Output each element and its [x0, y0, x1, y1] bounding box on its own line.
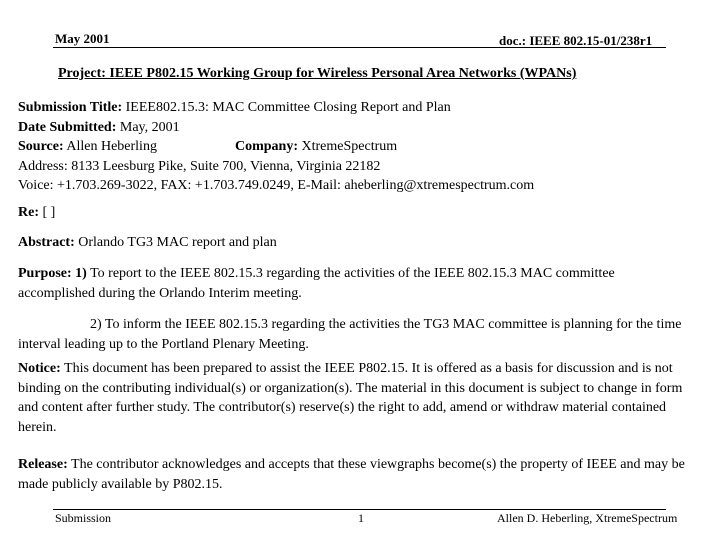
source-line [18, 137, 708, 157]
source-value: Allen Heberling [66, 139, 157, 154]
source-label: Source: [18, 139, 64, 154]
abstract-line [18, 233, 708, 253]
notice-text: This document has been prepared to assist the IEEE P802.15. It is offered as a basis for discussion and is not binding on the contributing individual(s) or organization(s). The material in this document is subject to change in form and content after further study. The contributor(s) reserve(s) the right to add, amend or withdraw material contained herein. [18, 361, 683, 435]
submission-title-label: Submission Title: [18, 100, 123, 115]
date-submitted-label: Date Submitted: [18, 119, 117, 135]
voice-line: Voice: +1.703.269-3022, FAX: +1.703.749.0249, E-Mail: aheberling@xtremespectrum.com [18, 178, 535, 193]
notice [18, 359, 694, 437]
date-submitted-value: May, 2001 [119, 119, 180, 135]
company-label: Company: [235, 139, 299, 154]
footer-divider [53, 509, 666, 510]
re-value: [ ] [42, 205, 56, 220]
company-value: XtremeSpectrum [301, 139, 398, 154]
header-date: May 2001 [55, 31, 110, 46]
header-doc-id: doc.: IEEE 802.15-01/238r1 [499, 33, 653, 48]
header-divider [53, 47, 666, 48]
submission-info [18, 98, 708, 196]
company-group [235, 137, 397, 157]
release-text: The contributor acknowledges and accepts that these viewgraphs become(s) the property of IEEE and may be made publicly available by P802.15. [18, 457, 685, 492]
abstract-label: Abstract: [18, 235, 75, 250]
abstract-value: Orlando TG3 MAC report and plan [78, 235, 277, 250]
purpose-1-text: To report to the IEEE 802.15.3 regarding the activities of the IEEE 802.15.3 MAC committee accomplished during the Orlando Interim meeting. [18, 266, 615, 301]
footer-author: Allen D. Heberling, XtremeSpectrum [497, 511, 678, 525]
submission-title-value: IEEE802.15.3: MAC Committee Closing Report and Plan [125, 100, 451, 115]
notice-label: Notice: [18, 361, 61, 376]
footer-page-number: 1 [358, 511, 364, 525]
release [18, 455, 694, 494]
purpose-2: 2) To inform the IEEE 802.15.3 regarding the activities the TG3 MAC committee is planning for the time interval leading up to the Portland Plenary Meeting. [18, 317, 682, 352]
release-label: Release: [18, 457, 68, 472]
re-label: Re: [18, 205, 39, 220]
date-submitted-line [18, 118, 708, 138]
purpose-label: Purpose: 1) [18, 266, 87, 281]
project-title: Project: IEEE P802.15 Working Group for Wireless Personal Area Networks (WPANs) [58, 66, 577, 81]
re-line [18, 203, 708, 223]
footer-submission: Submission [55, 511, 112, 525]
address-line: Address: 8133 Leesburg Pike, Suite 700, Vienna, Virginia 22182 [18, 158, 381, 174]
purpose-1 [18, 264, 693, 303]
submission-title-line [18, 98, 708, 118]
